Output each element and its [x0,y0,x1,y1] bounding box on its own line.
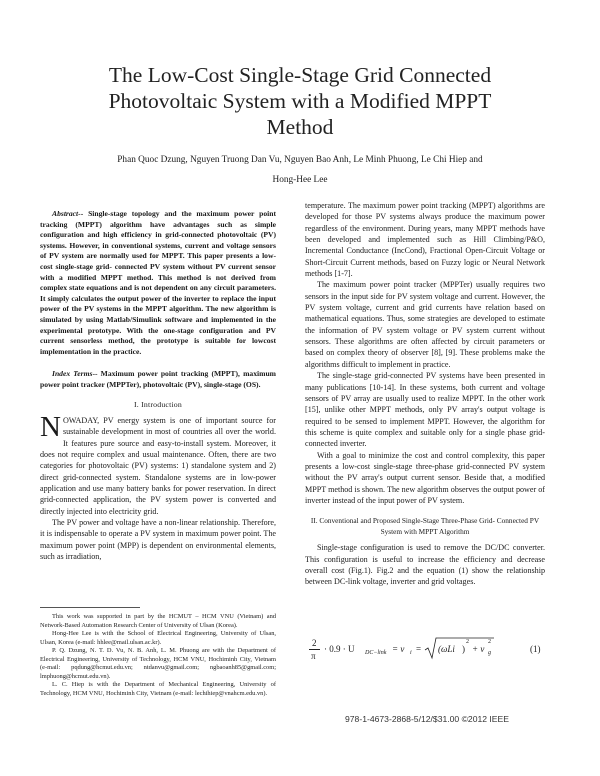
eq-middle: · 0.9 · U [324,644,355,654]
footnote-funding: This work was supported in part by the HCMUT – HCM VNU (Vietnam) and Network-Based Automation Research Center of University of Ulsan (Korea). [40,613,276,629]
drop-cap: N [40,410,61,443]
title-line-1: The Low-Cost Single-Stage Grid Connected [108,63,492,87]
right-paragraph-2: The maximum power point tracker (MPPTer) usually requires two sensors in the input side for PV system voltage and current. However, the PV system voltage, current and grid currents have relation based on mathematical equations. Thus, some strategies are developed to estimate the information of PV system voltage or PV system current without sensors. These algorithms are often affected by circuit parameters or based on complex theory of observer [8], [9]. These problems make the algorithms difficult to implement in practice. [305,280,545,369]
footnote-divider [40,607,140,608]
title-line-2: Photovoltaic System with a Modified MPPT [108,89,492,113]
eq-sqrt-body: (ωLi [438,644,455,654]
authors-line-2: Hong-Hee Lee [272,175,328,185]
intro-paragraph-1 [40,410,276,517]
right-paragraph-4: With a goal to minimize the cost and control complexity, this paper presents a low-cost single-stage three-phase grid-connected PV system without the PV array's output current sensor. Beside that, a modified MPPT method is shown. The new algorithm observes the output power of inverter instead of the input power of PV system. [305,450,545,505]
index-terms-text: -- Maximum power point tracking (MPPT), maximum power point tracker (MPPTer), photovoltaic (PV), single-stage (OS). [40,369,276,389]
right-paragraph-3: The single-stage grid-connected PV systems have been presented in many publications [10-14]. In these systems, both current and voltage sensors of PV array are usually used to realize MPPT. In the other work [15], unlike other MPPT methods, only PV array's output voltage is required to be sensed to implement MPPT. However, the algorithm for this scheme is quite complex and suitable only for a single phase grid-connected inverter. [305,371,545,449]
eq-plus-vg: + v [472,644,485,654]
eq-sub-g: g [488,650,491,656]
eq-sub-dclink: DC−link [365,650,387,656]
left-column [40,209,276,562]
footnote-lee: Hong-Hee Lee is with the School of Electrical Engineering, University of Ulsan, Ulsan, Korea (e-mail: hhlee@mail.ulsan.ac.kr). [40,630,276,646]
authors-line-1: Phan Quoc Dzung, Nguyen Truong Dan Vu, Nguyen Bao Anh, Le Minh Phuong, Le Chi Hiep and [117,155,483,165]
abstract-label: Abstract [52,209,79,218]
eq-sqrt-close: ) [462,644,465,654]
title-line-3: Method [266,115,334,139]
eq-frac-bar [309,649,320,650]
index-terms-label: Index Terms [52,369,93,379]
abstract-text: -- Single-stage topology and the maximum power point tracking (MPPT) algorithm have advantages such as simple configuration and high efficiency in grid-connected photovoltaic (PV) systems. However, in conventional systems, current and voltage sensors of PV system are normally used for MPPT. This paper presents a low-cost single-stage grid- connected PV system without PV current sensor with a modified MPPT method. This method is not derived from complex state equations and is not dependent on any circuit parameters. It simply calculates the output power of the inverter to replace the input power of the PV systems in the MPPT algorithm. The new algorithm is simulated by using Matlab/Simulink software and implemented in the experimental prototype. With the one-stage configuration and PV current sensorless method, the prototype is suitable for lowcost implementation in the practice. [40,209,276,356]
index-terms [40,369,276,390]
right-paragraph-5: Single-stage configuration is used to remove the DC/DC converter. This configuration is useful to increase the efficiency and decrease overall cost (Fig.1). Fig.2 and the equation (1) show the relationship between DC-link voltage, inverter and grid voltages. [305,543,545,587]
footnote-hiep: L. C. Hiep is with the Department of Mechanical Engineering, University of Technology, HCM VNU, Hochiminh City, Vietnam (e-mail: lechihiep@vnahcm.edu.vn). [40,681,276,697]
eq-sub-i: i [410,650,412,656]
eq-equals-2: = [416,644,422,654]
paper-title [40,62,560,140]
footnote-authors: P. Q. Dzung, N. T. D. Vu, N. B. Anh, L. M. Phuong are with the Department of Electrical Engineering, University of Technology, HCM VNU, Hochiminh City, Vietnam (e-mail: pqdung@hcmut.edu.vn; ntdanvu@gmail.com; ngbaoanh85@gmail.com; lmphuong@hcmut.edu.vn). [40,647,276,680]
section-1-heading: I. Introduction [133,399,183,409]
eq-frac-numerator: 2 [312,638,317,648]
isbn-copyright: 978-1-4673-2868-5/12/$31.00 ©2012 IEEE [345,714,510,724]
author-list [40,150,560,190]
eq-equals-v: = v [392,644,405,654]
footnotes [40,613,276,698]
eq-sqrt-sup: 2 [466,639,469,645]
right-paragraph-1: temperature. The maximum power point tracking (MPPT) algorithms are developed for those PV systems always produce the maximum power regardless of the environment. During years, many MPPT methods have been developed and implemented such as Hill Climbing/P&O, Incremental Conductance (IncCond), Fractional Open-Circuit Voltage or Short-Circuit Current methods, based on Fuzzy logic or Neural Network methods [1-7]. [305,201,545,279]
intro-paragraph-2: The PV power and voltage have a non-linear relationship. Therefore, it is indispensable to operate a PV system in maximum power point. The maximum power point (MPP) is dependent on environmental elements, such as irradiation, [40,517,276,561]
eq-number: (1) [530,644,541,654]
abstract [40,209,276,357]
section-2-heading: II. Conventional and Proposed Single-Stage Three-Phase Grid- Connected PV System with MPPT Algorithm [310,516,540,536]
eq-frac-denominator: π [311,651,316,661]
equation-1 [308,638,548,668]
eq-sup-g: 2 [488,639,491,645]
intro-paragraph-1-text: OWADAY, PV energy system is one of important source for sustainable development in most of countries all over the world. It features pure source and easy-to-install system. Moreover, it does not require complex and usual maintenance. Often, there are two categories for photovoltaic (PV) systems: 1) standalone system and 2) direct grid-connected system. Standalone systems are in low-power application and use many battery banks for power reservation. In direct grid-connected application, the PV system power is converted and directly injected into electricity grid. [40,415,276,516]
right-column [305,200,545,588]
